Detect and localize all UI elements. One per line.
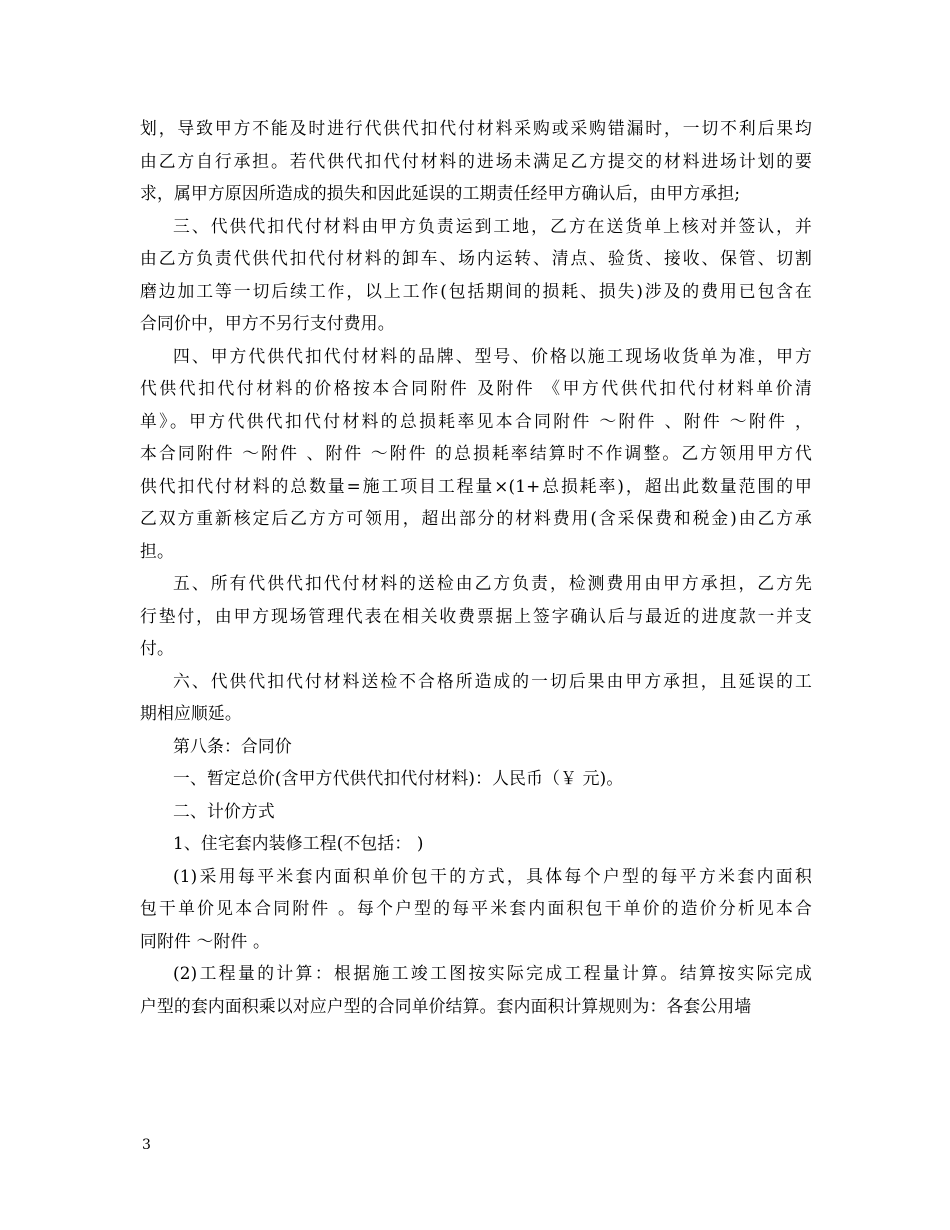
paragraph bbox=[140, 112, 812, 210]
paragraph bbox=[140, 795, 812, 828]
text-line: (1)采用每平米套内面积单价包干的方式，具体每个户型的每平方米套内面积 bbox=[173, 865, 812, 886]
page-number: 3 bbox=[142, 1137, 151, 1153]
paragraph bbox=[140, 957, 812, 1022]
paragraph bbox=[140, 340, 812, 568]
paragraph bbox=[140, 860, 812, 958]
text-line: 合同价中，甲方不另行支付费用。 bbox=[140, 313, 395, 333]
text-line: 三、代供代扣代付材料由甲方负责运到工地，乙方在送货单上核对并签认，并 bbox=[173, 215, 812, 236]
text-line: 四、甲方代供代扣代付材料的品牌、型号、价格以施工现场收货单为准，甲方 bbox=[173, 345, 812, 366]
text-line: 同附件 ～附件 。 bbox=[140, 930, 270, 951]
text-line: 磨边加工等一切后续工作，以上工作(包括期间的损耗、损失)涉及的费用已包含在 bbox=[140, 280, 812, 301]
text-line: (2)工程量的计算：根据施工竣工图按实际完成工程量计算。结算按实际完成 bbox=[173, 963, 812, 983]
paragraph bbox=[140, 762, 812, 795]
text-line: 行垫付，由甲方现场管理代表在相关收费票据上签字确认后与最近的进度款一并支 bbox=[140, 605, 812, 626]
text-line: 第八条：合同价 bbox=[173, 735, 292, 756]
paragraph bbox=[140, 827, 812, 860]
text-line: 划，导致甲方不能及时进行代供代扣代付材料采购或采购错漏时，一切不利后果均 bbox=[140, 118, 812, 138]
text-line: 代供代扣代付材料的价格按本合同附件 及附件 《甲方代供代扣代付材料单价清 bbox=[140, 378, 812, 398]
text-line: 1、住宅套内装修工程(不包括： ) bbox=[173, 833, 424, 853]
paragraph bbox=[140, 665, 812, 730]
text-line: 户型的套内面积乘以对应户型的合同单价结算。套内面积计算规则为：各套公用墙 bbox=[140, 995, 752, 1016]
text-line: 付。 bbox=[140, 638, 174, 658]
paragraph bbox=[140, 730, 812, 763]
text-line: 担。 bbox=[140, 540, 174, 561]
text-line: 乙双方重新核定后乙方方可领用，超出部分的材料费用(含采保费和税金)由乙方承 bbox=[140, 508, 812, 528]
text-line: 由乙方自行承担。若代供代扣代付材料的进场未满足乙方提交的材料进场计划的要 bbox=[140, 150, 812, 171]
paragraph bbox=[140, 210, 812, 340]
text-line: 单》。甲方代供代扣代付材料的总损耗率见本合同附件 ～附件 、附件 ～附件 ， bbox=[140, 410, 812, 431]
text-line: 由乙方负责代供代扣代付材料的卸车、场内运转、清点、验货、接收、保管、切割 bbox=[140, 248, 812, 268]
text-line: 一、暂定总价(含甲方代供代扣代付材料)：人民币（￥ 元)。 bbox=[173, 768, 624, 788]
text-line: 五、所有代供代扣代付材料的送检由乙方负责，检测费用由甲方承担，乙方先 bbox=[173, 573, 812, 593]
text-line: 期相应顺延。 bbox=[140, 703, 242, 723]
paragraph bbox=[140, 567, 812, 665]
text-line: 六、代供代扣代付材料送检不合格所造成的一切后果由甲方承担，且延误的工 bbox=[173, 670, 812, 691]
text-line: 二、计价方式 bbox=[173, 800, 275, 821]
text-line: 供代扣代付材料的总数量=施工项目工程量×(1+总损耗率)，超出此数量范围的甲 bbox=[140, 475, 812, 496]
text-line: 求，属甲方原因所造成的损失和因此延误的工期责任经甲方确认后，由甲方承担; bbox=[140, 183, 741, 203]
document-body bbox=[140, 112, 812, 1022]
text-line: 包干单价见本合同附件 。每个户型的每平米套内面积包干单价的造价分析见本合 bbox=[140, 898, 812, 918]
text-line: 本合同附件 ～附件 、附件 ～附件 的总损耗率结算时不作调整。乙方领用甲方代 bbox=[140, 443, 812, 463]
